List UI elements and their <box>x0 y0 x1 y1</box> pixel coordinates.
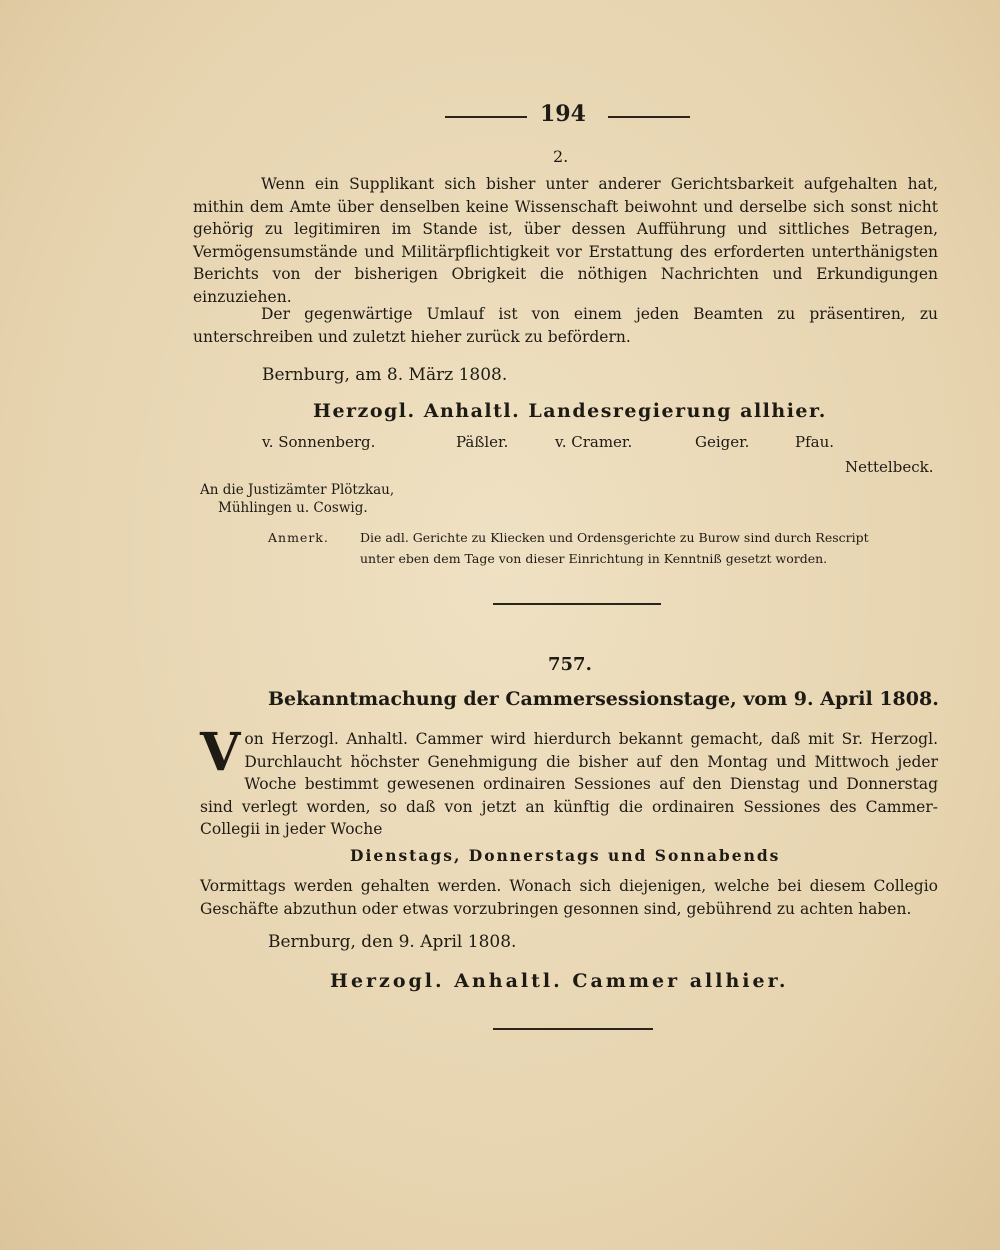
signatory: Geiger. <box>695 433 750 451</box>
page-number: 194 <box>540 101 586 127</box>
announcement-body <box>200 722 938 841</box>
footer-rule <box>493 1028 653 1030</box>
paragraph: on Herzogl. Anhaltl. Cammer wird hierdurch bekannt gemacht, daß mit Sr. Herzogl. Durchlaucht höchster Genehmigung die bisher auf den Montag und Mittwoch jeder Woche bestimmt gewesenen ordinairen Sessiones auf den Dienstag und Donnerstag sind verlegt worden, so daß von jetzt an künftig die ordinairen Sessiones des Cammer-Collegii in jeder Woche <box>200 730 938 838</box>
section-divider <box>493 603 661 605</box>
signatory: Päßler. <box>456 433 509 451</box>
date-line: Bernburg, am 8. März 1808. <box>262 365 508 385</box>
note-text: Die adl. Gerichte zu Kliecken und Ordensgerichte zu Burow sind durch Rescript <box>360 530 869 545</box>
drop-cap: V <box>200 722 241 783</box>
date-line: Bernburg, den 9. April 1808. <box>268 932 517 952</box>
signatory: Pfau. <box>795 433 835 451</box>
announcement-title: Bekanntmachung der Cammersessionstage, vom 9. April 1808. <box>268 688 939 710</box>
section-number: 2. <box>553 147 569 166</box>
addressee: Mühlingen u. Coswig. <box>218 500 368 516</box>
authority-signature: Herzogl. Anhaltl. Landesregierung allhier. <box>313 400 827 422</box>
session-days: Dienstags, Donnerstags und Sonnabends <box>350 846 781 865</box>
authority-signature: Herzogl. Anhaltl. Cammer allhier. <box>330 970 789 992</box>
paragraph: Wenn ein Supplikant sich bisher unter anderer Gerichtsbarkeit aufgehalten hat, mithin dem Amte über denselben keine Wissenschaft beiwohnt und derselbe sich sonst nicht gehörig zu legitimiren im Stande ist, über dessen Aufführung und sittliches Betragen, Vermögensumstände und Militärpflichtigkeit vor Erstattung des erforderten unterthänigsten Berichts von der bisherigen Obrigkeit die nöthigen Nachrichten und Erkundigungen einzuziehen. <box>193 175 938 306</box>
signatory: Nettelbeck. <box>845 458 934 476</box>
section-number: 757. <box>548 654 592 675</box>
paragraph: Vormittags werden gehalten werden. Wonach sich diejenigen, welche bei diesem Collegio Geschäfte abzuthun oder etwas vorzubringen gesonnen sind, gebührend zu achten haben. <box>200 877 938 918</box>
header-rule-left <box>445 116 527 118</box>
note-text: unter eben dem Tage von dieser Einrichtung in Kenntniß gesetzt worden. <box>360 551 828 566</box>
note-label: Anmerk. <box>268 530 329 545</box>
header-rule-right <box>608 116 690 118</box>
signatory: v. Cramer. <box>555 433 633 451</box>
addressee: An die Justizämter Plötzkau, <box>200 482 395 498</box>
paragraph: Der gegenwärtige Umlauf ist von einem jeden Beamten zu präsentiren, zu unterschreiben und zuletzt hieher zurück zu befördern. <box>193 305 938 346</box>
signatory: v. Sonnenberg. <box>262 433 376 451</box>
